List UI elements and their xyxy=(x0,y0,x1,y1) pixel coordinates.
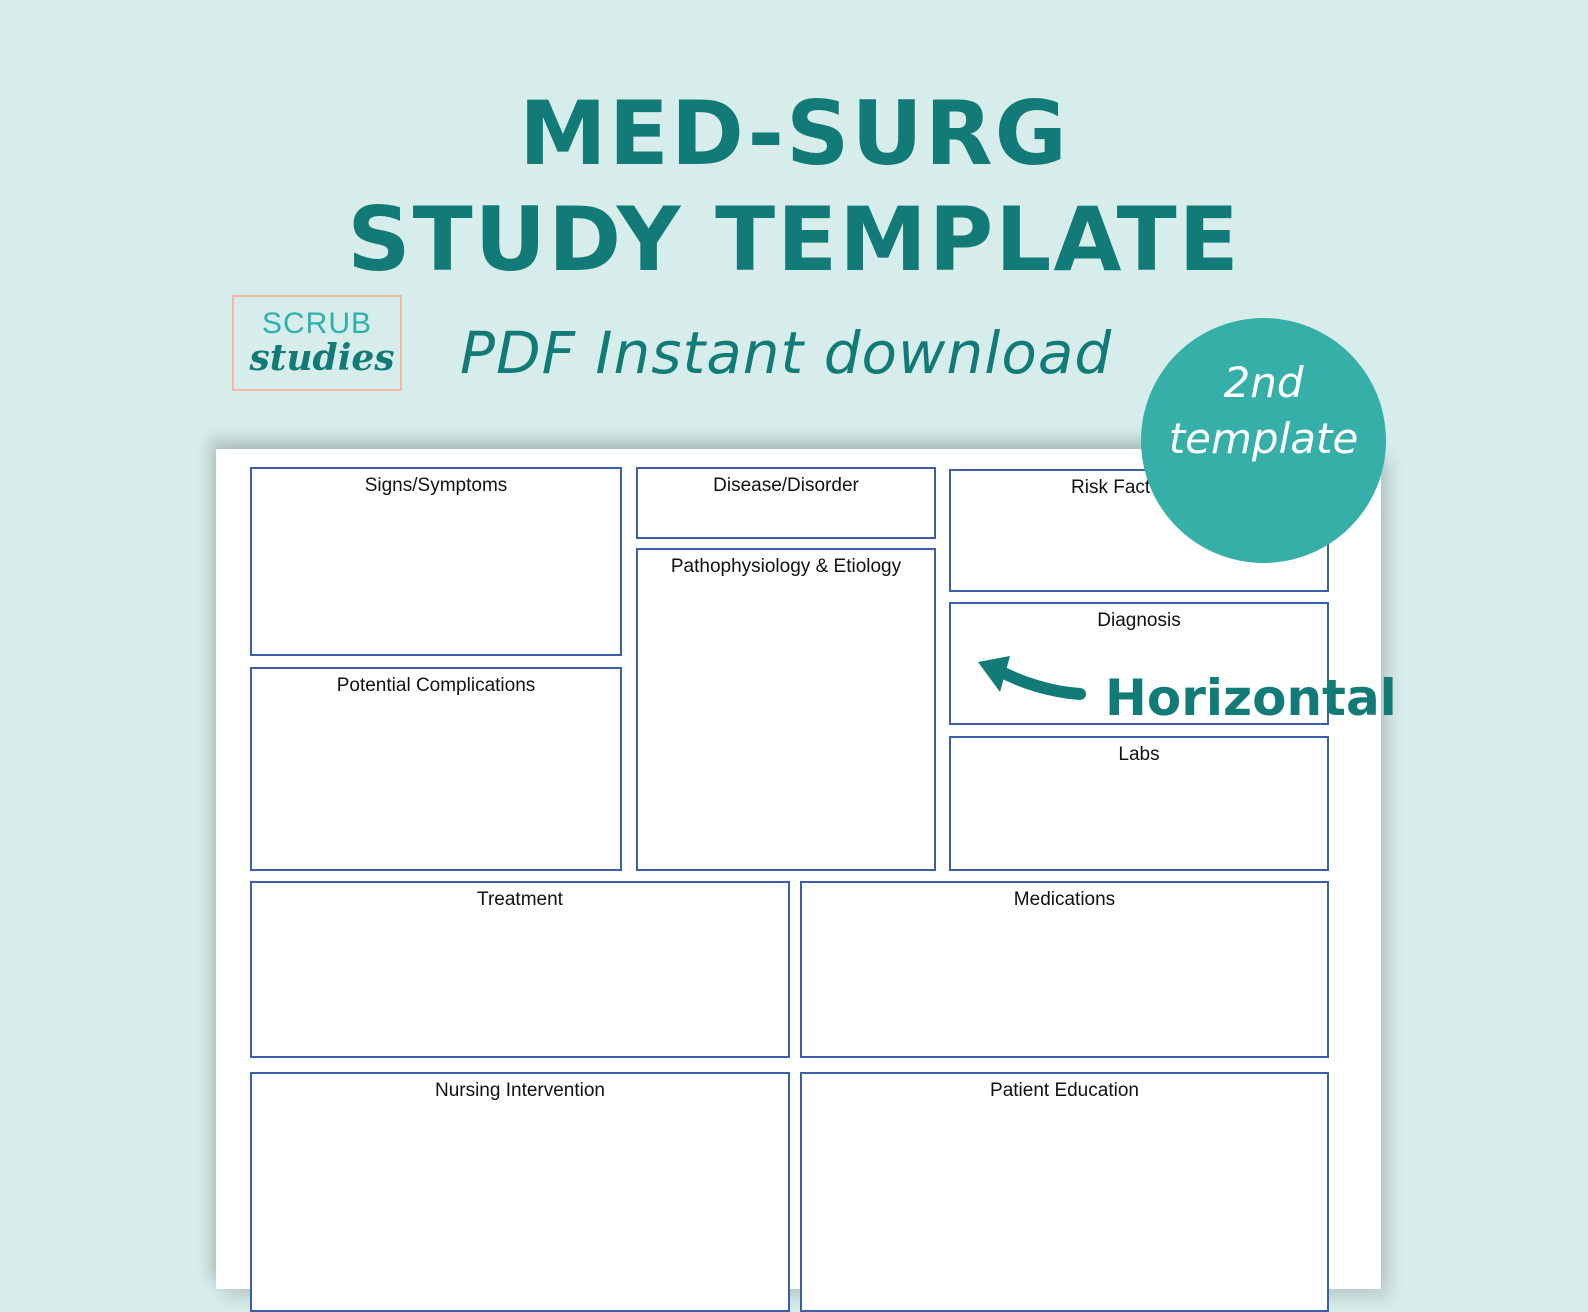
second-template-badge xyxy=(1141,318,1386,563)
box-label: Disease/Disorder xyxy=(713,475,859,496)
box-nursing-intervention xyxy=(250,1072,790,1312)
title-line-1: MED-SURG xyxy=(519,82,1069,185)
box-treatment xyxy=(250,881,790,1058)
box-label: Diagnosis xyxy=(1097,610,1181,631)
badge-line-1: 2nd xyxy=(1223,358,1304,407)
logo-top-text: SCRUB xyxy=(261,307,372,340)
box-label: Nursing Intervention xyxy=(434,1080,606,1101)
badge-line-2: template xyxy=(1168,414,1359,463)
box-signs-symptoms xyxy=(250,467,622,656)
box-label: Signs/Symptoms xyxy=(364,475,508,496)
box-label: Patient Education xyxy=(990,1080,1139,1101)
box-pathophysiology xyxy=(636,548,936,871)
template-sheet xyxy=(216,449,1381,1289)
box-potential-complications xyxy=(250,667,622,871)
box-label: Potential Complications xyxy=(336,675,536,696)
subtitle: PDF Instant download xyxy=(460,319,1113,387)
curved-arrow-left-icon xyxy=(970,652,1090,712)
box-label: Treatment xyxy=(477,889,563,910)
box-label: Labs xyxy=(1118,744,1160,765)
box-label: Medications xyxy=(1013,889,1116,910)
scrub-studies-logo xyxy=(232,295,402,391)
box-label: Pathophysiology & Etiology xyxy=(670,556,902,577)
title-line-2: STUDY TEMPLATE xyxy=(347,188,1241,291)
box-disease-disorder xyxy=(636,467,936,539)
box-medications xyxy=(800,881,1329,1058)
box-label: Risk Fact xyxy=(1071,477,1151,498)
horizontal-label: Horizontal xyxy=(1105,669,1397,727)
logo-bottom-text: studies xyxy=(249,337,395,379)
box-patient-education xyxy=(800,1072,1329,1312)
box-labs xyxy=(949,736,1329,871)
